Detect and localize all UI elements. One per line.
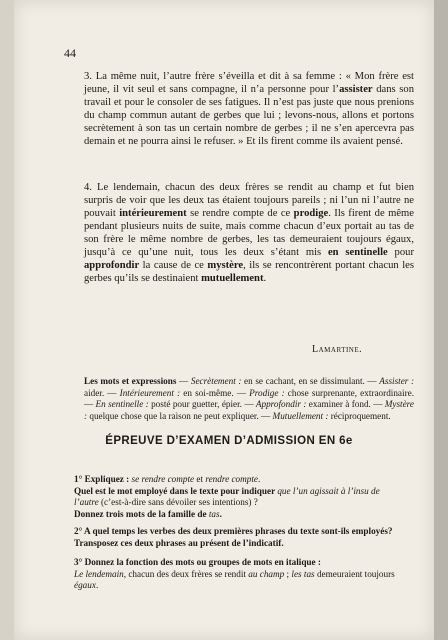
keyword-prodige: prodige xyxy=(293,208,329,219)
text-span: 4. Le lendemain, chacun des deux frères se rendit au champ et fut bien surpris de voir que les deux tas étaient toujours pareils ; ni l’un ni l’autre ne pouvait xyxy=(84,182,414,219)
text-span: Donnez trois mots de la famille de xyxy=(74,508,209,519)
italic-text: Le lendemain xyxy=(74,568,124,579)
italic-text: tas xyxy=(208,508,220,519)
text-span: . Ils firent de même pendant plusieurs nuits de suite, mais comme chacun d’eux portait au tas de son frère le même nombre de gerbes, les tas demeuraient toujours égaux, jusqu’à ce qu’une nuit, tous les deux s’étant mis xyxy=(84,208,414,258)
text-span: , ils se rencontrèrent portant chacun les gerbes qu’ils se destinaient xyxy=(84,260,414,284)
italic-text: se rendre compte xyxy=(129,474,195,484)
vocab-definition: examiner à fond. — xyxy=(306,399,385,409)
question-1-label: 1° Expliquez : xyxy=(74,474,130,484)
vocab-definition: en se cachant, en se dissimulant. — xyxy=(241,376,380,386)
vocab-word: En sentinelle : xyxy=(95,399,149,409)
author-signature: Lamartine. xyxy=(312,344,363,355)
text-span: pour xyxy=(387,247,414,258)
text-span: (c’est-à-dire sans dévoiler ses intentions) ? xyxy=(98,497,258,507)
vocab-definition: quelque chose que la raison ne peut expliquer. — xyxy=(87,410,273,421)
vocab-definition: réciproquement. xyxy=(328,410,391,421)
keyword-en-sentinelle: en sentinelle xyxy=(327,247,388,258)
keyword-mutuellement: mutuellement xyxy=(201,273,264,284)
text-span: — xyxy=(176,376,191,386)
vocab-word: Mutuellement : xyxy=(272,410,329,421)
vocab-word: Prodige : xyxy=(249,387,285,398)
keyword-mystere: mystère xyxy=(207,260,244,271)
vocab-word: Approfondir : xyxy=(255,399,307,409)
question-2: 2° A quel temps les verbes des deux premières phrases du texte sont-ils employés? Transposez ces deux phrases au présent de l’indicatif. xyxy=(74,526,393,548)
text-span: . xyxy=(263,273,267,284)
italic-text: rendre compte xyxy=(205,474,258,484)
vocab-word: Intérieurement : xyxy=(119,387,181,398)
keyword-approfondir: approfondir xyxy=(84,260,140,271)
text-span: dans son travail et pour le consoler de ses fatigues. Il n’est pas juste que nous prenions du champ commun autant de gerbes que lui ; levons-nous, allons et portons secrètement à son tas un certain nombre de gerbes ; il ne s’en apercevra pas demain et ne pourra ainsi le refuser. » Et ils firent comme ils avaient pensé. xyxy=(84,84,414,147)
text-span: . xyxy=(219,508,222,519)
question-3 xyxy=(64,557,404,592)
question-3-label: 3° Donnez la fonction des mots ou groupes de mots en italique : xyxy=(74,557,321,567)
vocab-definition: aider. — xyxy=(84,387,120,398)
text-span: ; xyxy=(284,568,292,579)
page-number: 44 xyxy=(64,46,76,60)
text-span: . xyxy=(258,474,261,484)
vocab-word: Secrètement : xyxy=(190,376,242,386)
italic-text: que l’un agissait à l’insu de l’autre xyxy=(74,485,380,507)
paragraph-4 xyxy=(64,181,414,285)
vocabulary-heading: Les mots et expressions xyxy=(84,376,177,386)
text-span: 3. La même nuit, l’autre frère s’éveilla et dit à sa femme : « Mon frère est jeune, il vit seul et sans compagne, il n’a personne pour l’ xyxy=(84,71,414,95)
italic-text: égaux xyxy=(74,580,96,590)
text-span: et xyxy=(194,474,206,484)
text-span: Quel est le mot employé dans le texte pour indiquer xyxy=(74,485,278,496)
text-span: . xyxy=(95,580,99,590)
page-right-edge xyxy=(434,0,448,640)
vocabulary-notes xyxy=(64,376,414,422)
italic-text: au champ xyxy=(248,568,285,579)
text-span: la cause de ce xyxy=(139,260,208,271)
exam-title: ÉPREUVE D’EXAMEN D’ADMISSION EN 6e xyxy=(105,435,353,447)
italic-text: les tas xyxy=(291,568,315,579)
paragraph-3 xyxy=(64,70,414,148)
text-span: demeuraient toujours xyxy=(314,568,395,579)
vocab-definition: posté pour guetter, épier. — xyxy=(148,399,256,409)
page-left-edge xyxy=(0,0,14,640)
keyword-interieurement: intérieurement xyxy=(119,208,187,219)
question-1 xyxy=(64,474,404,520)
vocab-word: Mystère : xyxy=(84,399,414,421)
vocab-definition: en soi-même. — xyxy=(180,387,250,398)
text-span: se rendre compte de ce xyxy=(186,208,294,219)
keyword-assister: assister xyxy=(339,84,373,95)
vocab-definition: chose surprenante, extraordinaire. — xyxy=(84,387,414,409)
text-span: , chacun des deux frères se rendit xyxy=(123,568,249,579)
vocab-word: Assister : xyxy=(379,376,415,386)
